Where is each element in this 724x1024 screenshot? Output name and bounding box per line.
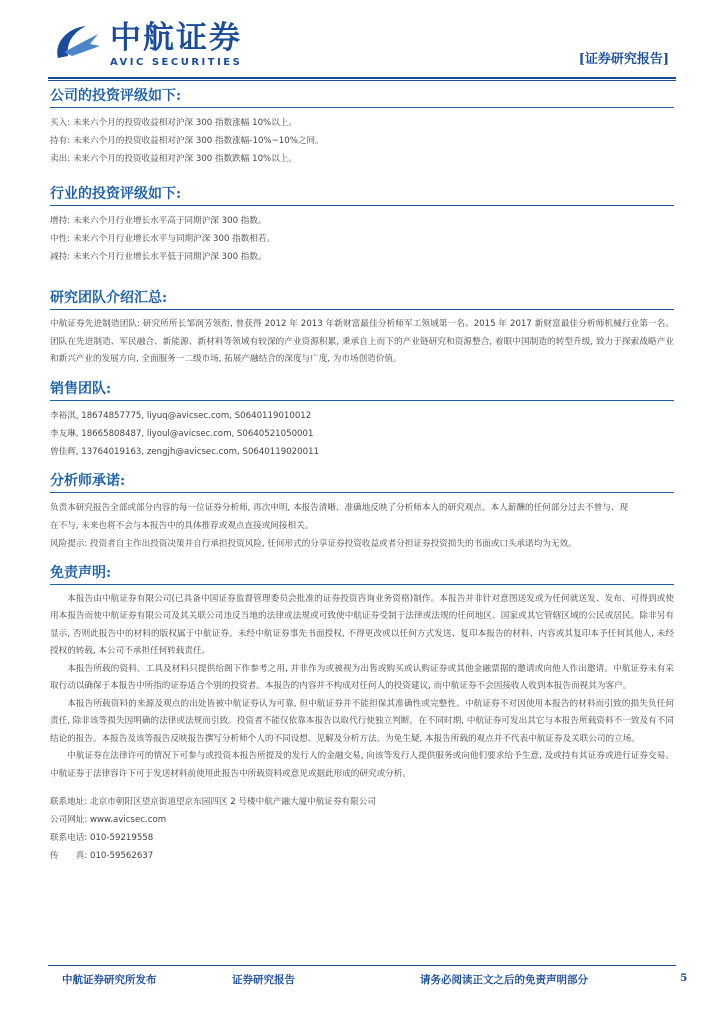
- industry-rating-title: 行业的投资评级如下:: [50, 186, 182, 202]
- section-underline: [50, 584, 674, 585]
- footer-publisher: 中航证券研究所发布: [62, 974, 157, 986]
- page-header: [0, 0, 724, 78]
- contact-address: 联系地址: 北京市朝阳区望京街道望京东园四区 2 号楼中航产融大厦中航证券有限公司: [50, 797, 376, 807]
- rating-item: 卖出: 未来六个月的投资收益相对沪深 300 指数跌幅 10%以上。: [50, 154, 297, 164]
- footer-disclaimer-note: 请务必阅读正文之后的免责声明部分: [420, 974, 588, 986]
- disclaimer-paragraph: 本报告由中航证券有限公司(已具备中国证券监督管理委员会批准的证券投资咨询业务资格)制作。本报告并非针对意图送发或为任何就送发、发布、可得到或使用本报告而使中航证券有限公司及其关联公司违反当地的法律或法规或可致使中航证券受制于法律或法规的任何地区、国家或其它管辖区域的公民或居民。除非另有显示, 否则此报告中的材料的版权属于中航证券。未经中航证券事先书面授权, 不得更改或以任何方式发送、复印本报告的材料、内容或其复印本予任何其他人, 未经授权的转载, 本公司不承担任何转载责任。: [50, 593, 674, 656]
- sales-title: 销售团队:: [50, 380, 112, 397]
- rating-item: 买入: 未来六个月的投资收益相对沪深 300 指数涨幅 10%以上。: [50, 118, 297, 128]
- page-number: 5: [680, 972, 688, 984]
- rating-item: 减持: 未来六个月行业增长水平低于同期沪深 300 指数。: [50, 252, 267, 262]
- logo-mark-text: AVIC: [61, 57, 80, 66]
- page-content: [50, 86, 674, 865]
- risk-warning: 风险提示: 投资者自主作出投资决策并自行承担投资风险, 任何形式的分享证券投资收益或者分担证券投资损失的书面或口头承诺均为无效。: [50, 538, 577, 549]
- sales-contact: 曾佳辉, 13764019163, zengjh@avicsec.com, S0640119020011: [50, 446, 320, 457]
- rating-item: 中性: 未来六个月行业增长水平与同期沪深 300 指数相若。: [50, 234, 276, 244]
- analyst-statement: 在不与, 未来也将不会与本报告中的具体推荐或观点直接或间接相关。: [50, 520, 314, 531]
- section-underline: [50, 400, 674, 401]
- team-section: [50, 288, 674, 369]
- section-underline: [50, 492, 674, 493]
- analyst-title: 分析师承诺:: [50, 472, 126, 489]
- sales-contact: 李裕淇, 18674857775, liyuq@avicsec.com, S0640119010012: [50, 410, 312, 421]
- logo-english-name: AVIC SECURITIES: [110, 57, 243, 68]
- analyst-section: [50, 471, 674, 553]
- disclaimer-paragraph: 本报告所载的资料、工具及材料只提供给阁下作参考之用, 并非作为或被视为出售或购买或认购证券或其他金融票据的邀请或向他人作出邀请。中航证券未有采取行动以确保于本报告中所指的证券适合个别的投资者。本报告的内容并不构成对任何人的投资建议, 而中航证券不会因接收人收到本报告而视其为客户。: [50, 663, 674, 691]
- contact-fax: 传 真: 010-59562637: [50, 851, 154, 861]
- company-rating-section: [50, 86, 674, 168]
- disclaimer-title: 免责声明:: [50, 564, 112, 581]
- team-description: 中航证券先进制造团队: 研究所所长邹润芳领衔, 曾获得 2012 年 2013 年新财富最佳分析师军工领域第一名、2015 年 2017 新财富最佳分析师机械行业第一名。团队在先进制造、军民融合、新能源、新材料等领域有较深的产业资源积累, 秉承自上而下的产业链研究和资源整合, 着眼中国制造的转型升级, 致力于探索战略产业和新兴产业的发展方向, 全面服务一二级市场, 拓展产融结合的深度与广度, 为市场创造价值。: [50, 319, 674, 364]
- sales-contact: 李友琳, 18665808487, liyoul@avicsec.com, S0640521050001: [50, 428, 314, 439]
- avic-logo-icon: [52, 22, 104, 66]
- contact-website: 公司网址: www.avicsec.com: [50, 815, 167, 825]
- analyst-statement: 负责本研究报告全部或部分内容的每一位证券分析师, 再次申明, 本报告清晰、准确地反映了分析师本人的研究观点。本人薪酬的任何部分过去不曾与、现: [50, 502, 629, 513]
- rating-item: 增持: 未来六个月行业增长水平高于同期沪深 300 指数。: [50, 216, 267, 226]
- disclaimer-paragraph: 中航证券在法律许可的情况下可参与或投资本报告所提及的发行人的金融交易, 向该等发行人提供服务或向他们要求给予生意, 及或持有其证券或进行证券交易。中航证券于法律容许下可于发送材料前使用此报告中所载资料或意见或据此形成的研究或分析。: [50, 751, 674, 779]
- header-divider: [48, 77, 676, 79]
- footer-report-type: 证券研究报告: [232, 974, 295, 986]
- industry-rating-section: [50, 184, 674, 266]
- company-rating-title: 公司的投资评级如下:: [50, 88, 182, 104]
- sales-section: [50, 379, 674, 461]
- disclaimer-paragraph: 本报告所载资料的来源及观点的出处皆被中航证券认为可靠, 但中航证券并不能担保其准确性或完整性。中航证券不对因使用本报告的材料而引致的损失负任何责任, 除非该等损失因明确的法律或法规而引致。投资者不能仅依靠本报告以取代行使独立判断。在不同时期, 中航证券可发出其它与本报告所载资料不一致及有不同结论的报告。本报告及该等报告反映报告撰写分析师个人的不同设想、见解及分析方法。为免生疑, 本报告所载的观点并不代表中航证券及关联公司的立场。: [50, 698, 674, 744]
- footer-divider: [48, 965, 676, 966]
- rating-item: 持有: 未来六个月的投资收益相对沪深 300 指数涨幅-10%~10%之间。: [50, 136, 324, 146]
- section-underline: [50, 107, 674, 108]
- disclaimer-section: [50, 563, 674, 866]
- header-divider-thin: [48, 80, 676, 81]
- section-underline: [50, 205, 674, 206]
- logo-chinese-name: 中航证券: [110, 20, 242, 56]
- contact-phone: 联系电话: 010-59219558: [50, 833, 154, 843]
- team-title: 研究团队介绍汇总:: [50, 290, 168, 306]
- section-underline: [50, 309, 674, 310]
- report-type-tag: [证券研究报告]: [578, 52, 669, 67]
